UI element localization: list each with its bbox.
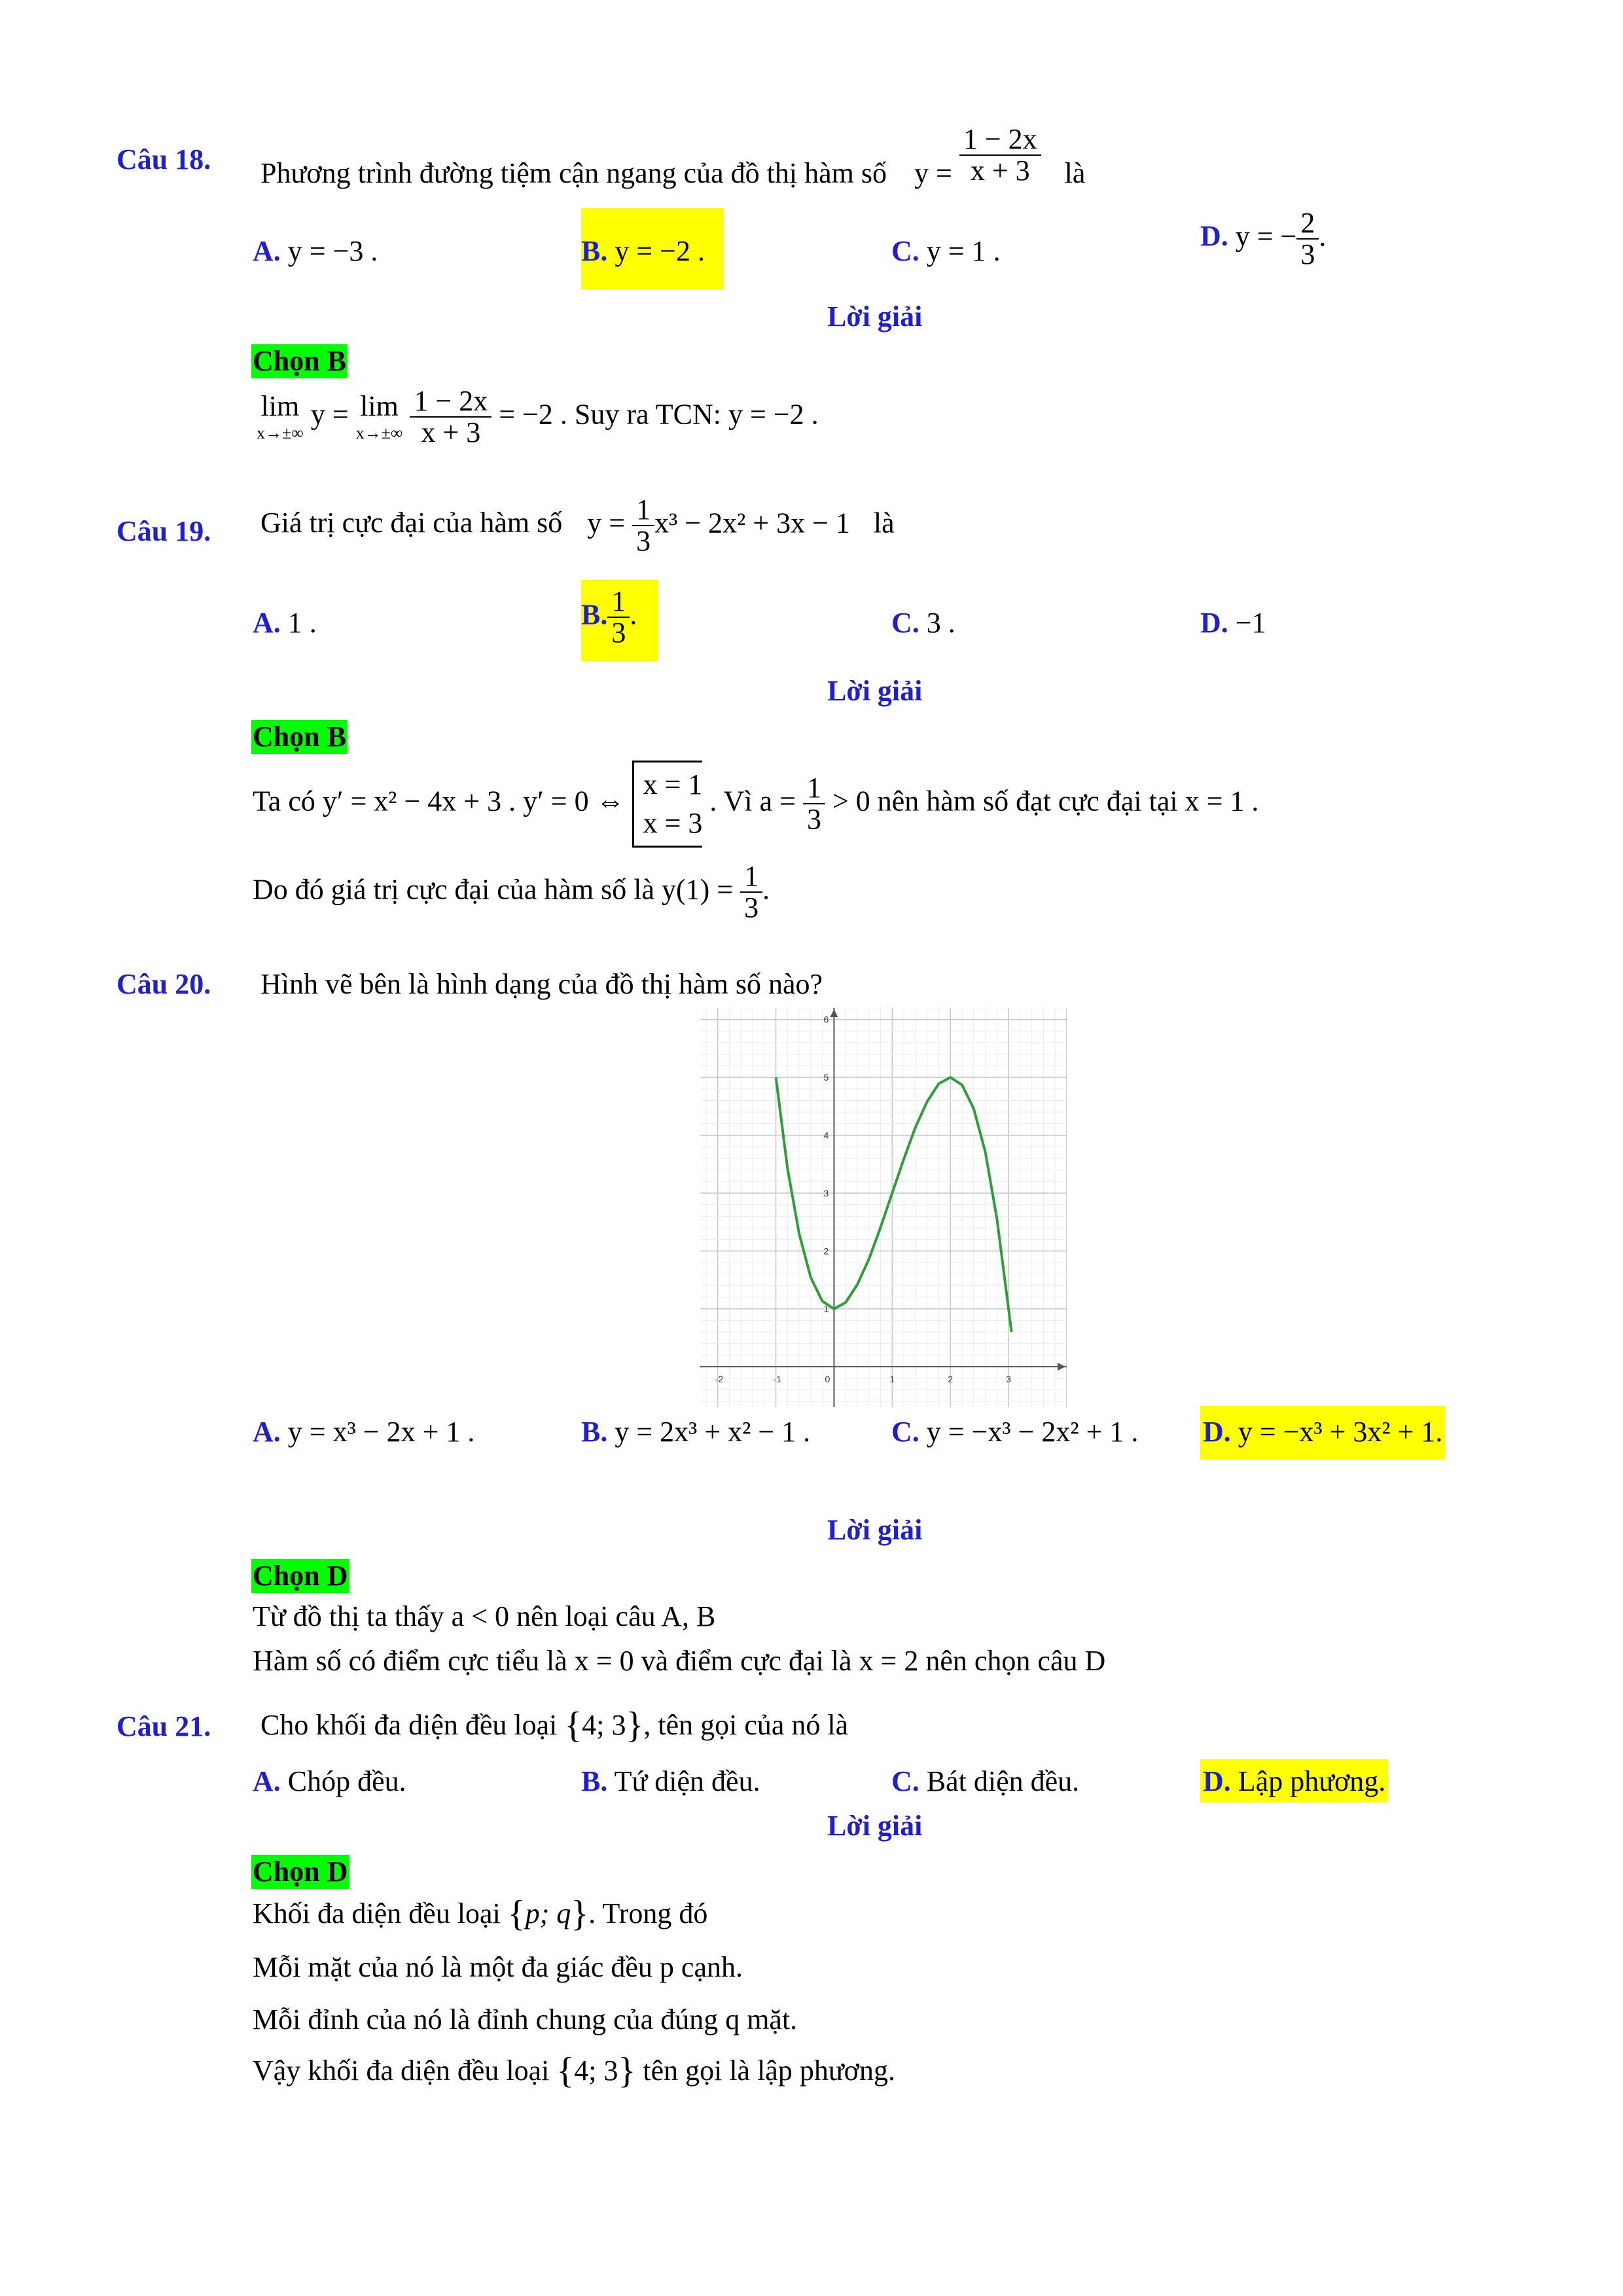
q19-solution-line-1: Ta có y′ = x² − 4x + 3 . y′ = 0 ⇔ x = 1 x = 3 . Vì a = $\frac{1}{3}$ > 0 nên hàm số đạt cực đại tại x = 1 . <box>253 761 1258 848</box>
q20-option-d: D. y = −x³ + 3x² + 1. <box>1200 1406 1445 1460</box>
x-tick-label: -2 <box>715 1374 724 1385</box>
q19-solution-title: Lời giải <box>827 675 923 707</box>
x-tick-label: 2 <box>948 1374 954 1385</box>
x-tick-label: 3 <box>1006 1374 1011 1385</box>
x-tick-label: 0 <box>825 1374 830 1385</box>
q21-option-c: C. Bát diện đều. <box>891 1765 1080 1797</box>
q20-option-a: A. y = x³ − 2x + 1 . <box>253 1416 475 1448</box>
q19-option-b: B. $\frac{1}{3}$ . <box>581 580 658 661</box>
q19-choose-badge: Chọn B <box>253 721 347 753</box>
x-axis-arrow <box>1058 1363 1065 1371</box>
q21-solution-line-2: Mỗi mặt của nó là một đa giác đều p cạnh. <box>253 1951 743 1983</box>
q20-option-b: B. y = 2x³ + x² − 1 . <box>581 1416 811 1448</box>
q18-option-c: C. y = 1 . <box>891 235 1001 267</box>
q21-solution-line-3: Mỗi đỉnh của nó là đỉnh chung của đúng q mặt. <box>253 2003 798 2036</box>
q18-tail: là <box>1064 157 1086 190</box>
y-tick-label: 4 <box>823 1130 829 1141</box>
q19-option-c: C. 3 . <box>891 607 955 639</box>
q18-func-fraction: $\frac{1 - 2x}{x + 3}$ <box>959 124 1041 186</box>
q19-option-d: D. −1 <box>1200 607 1266 639</box>
q19-option-a: A. 1 . <box>253 607 317 639</box>
q18-solution-line: lim x→±∞ y = lim x→±∞ $\frac{1 - 2x}{x + 3}$ = −2 . Suy ra TCN: y = −2 . <box>257 385 819 449</box>
q21-solution-title: Lời giải <box>827 1810 923 1842</box>
q21-option-b: B. Tứ diện đều. <box>581 1765 760 1797</box>
q18-solution-title: Lời giải <box>827 300 923 332</box>
q21-option-a: A. Chóp đều. <box>253 1765 406 1797</box>
y-tick-label: 1 <box>823 1303 829 1314</box>
q18-choose-badge: Chọn B <box>253 345 347 377</box>
q18-option-d: D. y = − $\frac{2}{3}$ . <box>1200 207 1327 271</box>
q19-solution-line-2: Do đó giá trị cực đại của hàm số là y(1) = $\frac{1}{3}$ . <box>253 860 770 924</box>
question-18-number: Câu 18. <box>116 143 211 175</box>
question-20-text: Hình vẽ bên là hình dạng của đồ thị hàm số nào? <box>260 968 823 1000</box>
q21-solution-line-4: Vậy khối đa diện đều loại {4; 3} tên gọi là lập phương. <box>253 2051 895 2091</box>
q21-solution-line-1: Khối đa diện đều loại {p; q}. Trong đó <box>253 1893 708 1934</box>
x-tick-label: 1 <box>889 1374 895 1385</box>
question-20-number: Câu 20. <box>116 968 211 1000</box>
q18-option-a: A. y = −3 . <box>253 235 378 267</box>
question-21-text: Cho khối đa diện đều loại {4; 3}, tên gọi của nó là <box>260 1705 849 1746</box>
q20-function-graph <box>700 1008 1067 1407</box>
y-axis-arrow <box>830 1009 838 1017</box>
y-tick-label: 3 <box>823 1187 829 1198</box>
question-19-text: Giá trị cực đại của hàm số y = $\frac{1}{3}$ x³ − 2x² + 3x − 1 là <box>260 493 895 558</box>
x-tick-label: -1 <box>773 1374 782 1385</box>
q21-choose-badge: Chọn D <box>253 1856 348 1888</box>
question-19-number: Câu 19. <box>116 515 211 547</box>
q20-choose-badge: Chọn D <box>253 1560 348 1592</box>
question-21-number: Câu 21. <box>116 1710 211 1742</box>
y-tick-label: 5 <box>823 1072 829 1083</box>
q18-func-lhs: y = <box>914 157 952 190</box>
q18-option-b: B. y = −2 . <box>581 208 724 289</box>
q21-option-d: D. Lập phương. <box>1200 1759 1388 1803</box>
question-18-text <box>260 123 1086 190</box>
q20-solution-line-2: Hàm số có điểm cực tiểu là x = 0 và điểm cực đại là x = 2 nên chọn câu D <box>253 1645 1106 1677</box>
y-tick-label: 6 <box>823 1014 829 1025</box>
q18-prompt: Phương trình đường tiệm cận ngang của đồ thị hàm số <box>260 157 887 190</box>
q20-solution-title: Lời giải <box>827 1514 923 1546</box>
q20-option-c: C. y = −x³ − 2x² + 1 . <box>891 1416 1139 1448</box>
y-tick-label: 2 <box>823 1246 829 1257</box>
q20-solution-line-1: Từ đồ thị ta thấy a < 0 nên loại câu A, B <box>253 1600 716 1632</box>
